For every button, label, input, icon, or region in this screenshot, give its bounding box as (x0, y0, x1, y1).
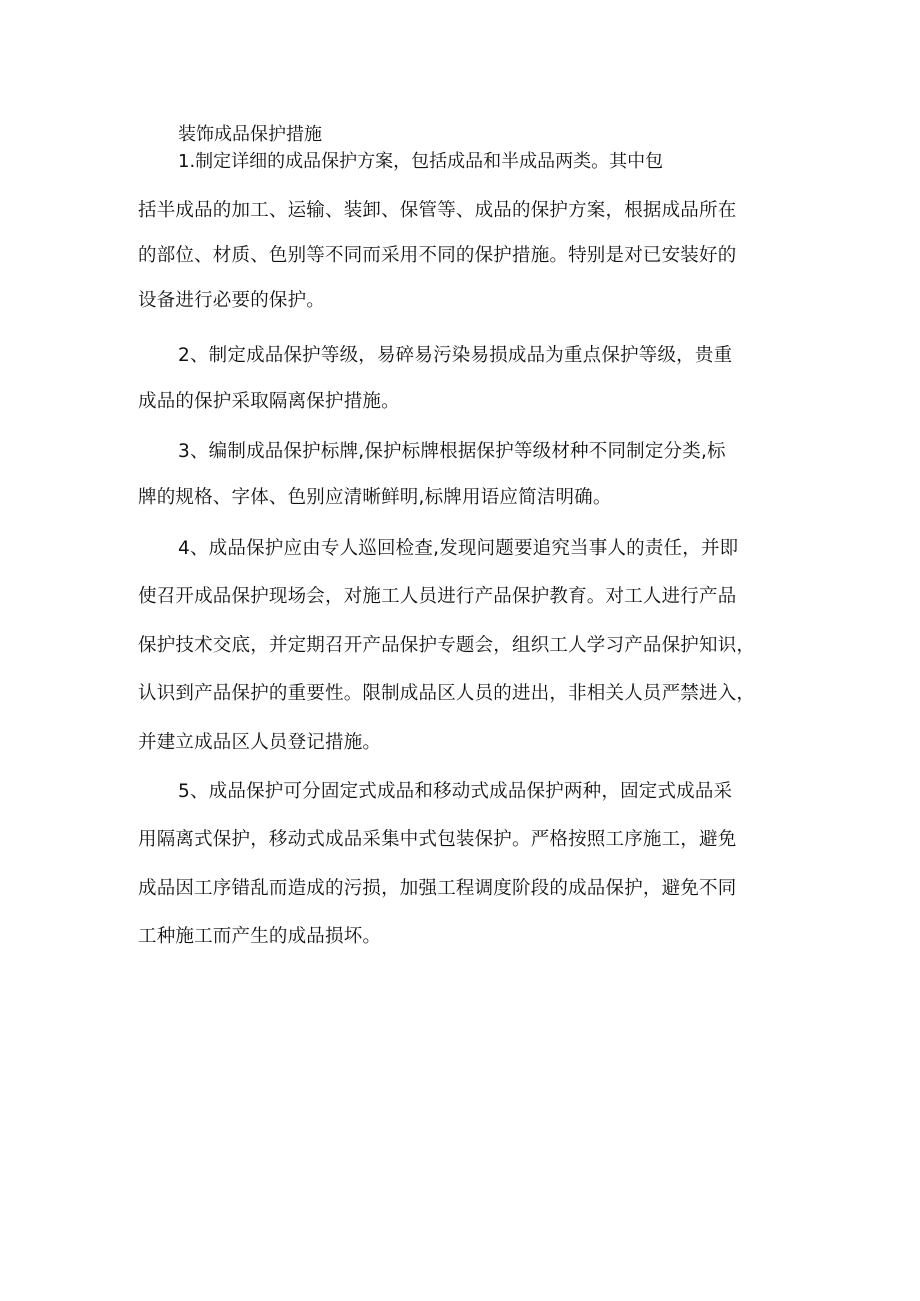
paragraph-4-line-1: 4、成品保护应由专人巡回检查,发现问题要追究当事人的责任，并即 (178, 538, 739, 559)
paragraph-5-line-3: 成品因工序错乱而造成的污损，加强工程调度阶段的成品保护，避免不同 (138, 878, 737, 899)
paragraph-2-line-2: 成品的保护采取隔离保护措施。 (138, 391, 400, 412)
paragraph-1-line-1: 1.制定详细的成品保护方案，包括成品和半成品两类。其中包 (178, 151, 664, 172)
paragraph-4-line-5: 并建立成品区人员登记措施。 (138, 732, 382, 753)
document-title: 装饰成品保护措施 (178, 124, 322, 145)
paragraph-5-line-2: 用隔离式保护，移动式成品采集中式包装保护。严格按照工序施工，避免 (138, 829, 737, 850)
paragraph-1-line-2: 括半成品的加工、运输、装卸、保管等、成品的保护方案，根据成品所在 (138, 200, 737, 221)
paragraph-4-line-3: 保护技术交底，并定期召开产品保护专题会，组织工人学习产品保护知识， (138, 635, 756, 656)
paragraph-3-line-2: 牌的规格、字体、色别应清晰鲜明,标牌用语应简洁明确。 (138, 487, 612, 508)
paragraph-5-line-1: 5、成品保护可分固定式成品和移动式成品保护两种，固定式成品采 (178, 781, 733, 802)
paragraph-1-line-3: 的部位、材质、色别等不同而采用不同的保护措施。特别是对已安装好的 (138, 245, 737, 266)
paragraph-5-line-4: 工种施工而产生的成品损坏。 (138, 926, 382, 947)
paragraph-4-line-4: 认识到产品保护的重要性。限制成品区人员的进出，非相关人员严禁进入， (138, 683, 756, 704)
paragraph-4-line-2: 使召开成品保护现场会，对施工人员进行产品保护教育。对工人进行产品 (138, 586, 737, 607)
paragraph-3-line-1: 3、编制成品保护标牌,保护标牌根据保护等级材种不同制定分类,标 (178, 441, 726, 462)
paragraph-1-line-4: 设备进行必要的保护。 (138, 290, 326, 311)
paragraph-2-line-1: 2、制定成品保护等级，易碎易污染易损成品为重点保护等级，贵重 (178, 345, 733, 366)
